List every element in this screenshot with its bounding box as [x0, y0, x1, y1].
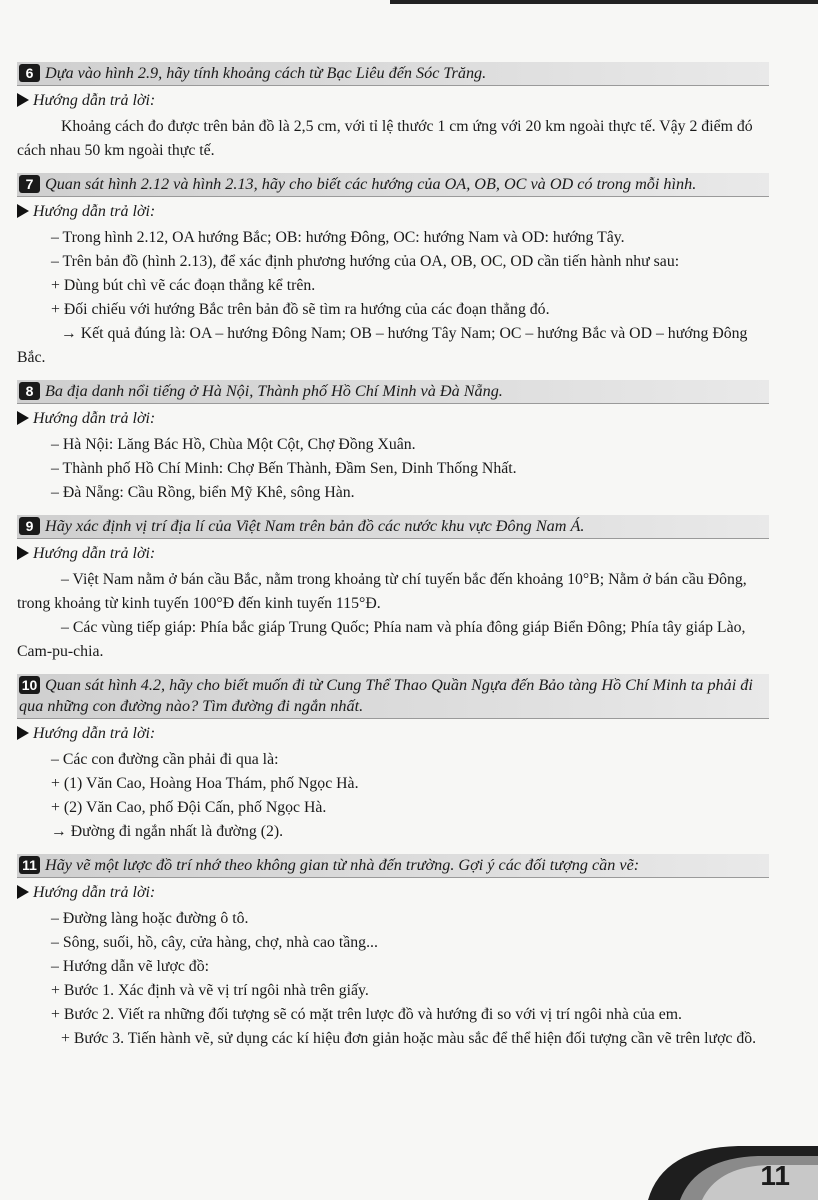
question-text: Quan sát hình 4.2, hãy cho biết muốn đi từ Cung Thể Thao Quần Ngựa đến Bảo tàng Hồ Chí Minh ta phải đi qua những con đường nào? Tìm đường đi ngắn nhất. [19, 676, 753, 715]
question-number: 7 [19, 175, 40, 193]
question-10 [17, 674, 769, 844]
guide-label: Hướng dẫn trả lời: [33, 92, 156, 109]
question-header [17, 173, 769, 197]
question-text: Dựa vào hình 2.9, hãy tính khoảng cách từ Bạc Liêu đến Sóc Trăng. [45, 64, 487, 82]
answer-line: – Hướng dẫn vẽ lược đồ: [51, 958, 209, 975]
play-triangle-icon [17, 411, 29, 425]
answer-line: + Bước 1. Xác định và vẽ vị trí ngôi nhà trên giấy. [51, 982, 369, 999]
play-triangle-icon [17, 885, 29, 899]
answer-line: + Dùng bút chì vẽ các đoạn thẳng kể trên. [51, 277, 316, 294]
question-8 [17, 380, 769, 505]
answer-line: – Đà Nẵng: Cầu Rồng, biển Mỹ Khê, sông Hàn. [51, 484, 355, 501]
answer-line: – Việt Nam nằm ở bán cầu Bắc, nằm trong khoảng từ chí tuyến bắc đến khoảng 10°B; Nằm ở bán cầu Đông, trong khoảng từ kinh tuyến 100°Đ đến kinh tuyến 115°Đ. [17, 571, 747, 612]
play-triangle-icon [17, 93, 29, 107]
play-triangle-icon [17, 204, 29, 218]
question-7 [17, 173, 769, 370]
answer-line: – Đường làng hoặc đường ô tô. [51, 910, 249, 927]
question-11 [17, 854, 769, 1051]
question-6 [17, 62, 769, 163]
answer-line: → Đường đi ngắn nhất là đường (2). [51, 823, 284, 840]
guide-label: Hướng dẫn trả lời: [33, 545, 156, 562]
answer-line: + Đối chiếu với hướng Bắc trên bản đồ sẽ tìm ra hướng của các đoạn thẳng đó. [51, 301, 550, 318]
question-header [17, 380, 769, 404]
answer-line: + Bước 3. Tiến hành vẽ, sử dụng các kí hiệu đơn giản hoặc màu sắc để thể hiện đối tượng cần vẽ trên lược đồ. [61, 1030, 757, 1047]
guide-label: Hướng dẫn trả lời: [33, 410, 156, 427]
question-header [17, 62, 769, 86]
question-header [17, 854, 769, 878]
answer-line: + Bước 2. Viết ra những đối tượng sẽ có mặt trên lược đồ và hướng đi so với vị trí ngôi nhà của em. [51, 1006, 682, 1023]
play-triangle-icon [17, 726, 29, 740]
question-number: 8 [19, 382, 40, 400]
answer-line: – Trên bản đồ (hình 2.13), để xác định phương hướng của OA, OB, OC, OD cần tiến hành như sau: [51, 253, 680, 270]
answer-line: Khoảng cách đo được trên bản đồ là 2,5 cm, với tỉ lệ thước 1 cm ứng với 20 km ngoài thực tế. Vậy 2 điểm đó cách nhau 50 km ngoài thực tế. [17, 118, 753, 159]
page-content [17, 62, 769, 1061]
guide-label: Hướng dẫn trả lời: [33, 884, 156, 901]
answer-line: → Kết quả đúng là: OA – hướng Đông Nam; OB – hướng Tây Nam; OC – hướng Bắc và OD – hướng Đông Bắc. [17, 325, 748, 366]
answer-line: – Thành phố Hồ Chí Minh: Chợ Bến Thành, Đầm Sen, Dinh Thống Nhất. [51, 460, 517, 477]
play-triangle-icon [17, 546, 29, 560]
question-header [17, 515, 769, 539]
answer-line: – Các con đường cần phải đi qua là: [51, 751, 279, 768]
answer-line: – Sông, suối, hồ, cây, cửa hàng, chợ, nhà cao tầng... [51, 934, 378, 951]
question-text: Hãy xác định vị trí địa lí của Việt Nam trên bản đồ các nước khu vực Đông Nam Á. [45, 517, 585, 535]
question-number: 9 [19, 517, 40, 535]
answer-line: – Hà Nội: Lăng Bác Hồ, Chùa Một Cột, Chợ Đồng Xuân. [51, 436, 416, 453]
guide-label: Hướng dẫn trả lời: [33, 725, 156, 742]
top-rule [390, 0, 818, 4]
answer-line: + (2) Văn Cao, phố Đội Cấn, phố Ngọc Hà. [51, 799, 327, 816]
answer-guide [17, 91, 769, 111]
question-text: Ba địa danh nổi tiếng ở Hà Nội, Thành phố Hồ Chí Minh và Đà Nẵng. [45, 382, 503, 400]
answer-line: – Các vùng tiếp giáp: Phía bắc giáp Trung Quốc; Phía nam và phía đông giáp Biển Đông; Phía tây giáp Lào, Cam-pu-chia. [17, 619, 746, 660]
question-header [17, 674, 769, 719]
guide-label: Hướng dẫn trả lời: [33, 203, 156, 220]
question-text: Hãy vẽ một lược đồ trí nhớ theo không gian từ nhà đến trường. Gợi ý các đối tượng cần vẽ: [45, 856, 640, 874]
answer-guide [17, 883, 769, 903]
answer-guide [17, 724, 769, 744]
question-number: 6 [19, 64, 40, 82]
question-number: 11 [19, 856, 40, 874]
question-text: Quan sát hình 2.12 và hình 2.13, hãy cho biết các hướng của OA, OB, OC và OD có trong mỗi hình. [45, 175, 697, 193]
page-number: 11 [760, 1160, 790, 1191]
answer-guide [17, 544, 769, 564]
answer-line: + (1) Văn Cao, Hoàng Hoa Thám, phố Ngọc Hà. [51, 775, 359, 792]
question-number: 10 [19, 676, 40, 694]
answer-guide [17, 409, 769, 429]
question-9 [17, 515, 769, 664]
answer-line: – Trong hình 2.12, OA hướng Bắc; OB: hướng Đông, OC: hướng Nam và OD: hướng Tây. [51, 229, 625, 246]
answer-guide [17, 202, 769, 222]
